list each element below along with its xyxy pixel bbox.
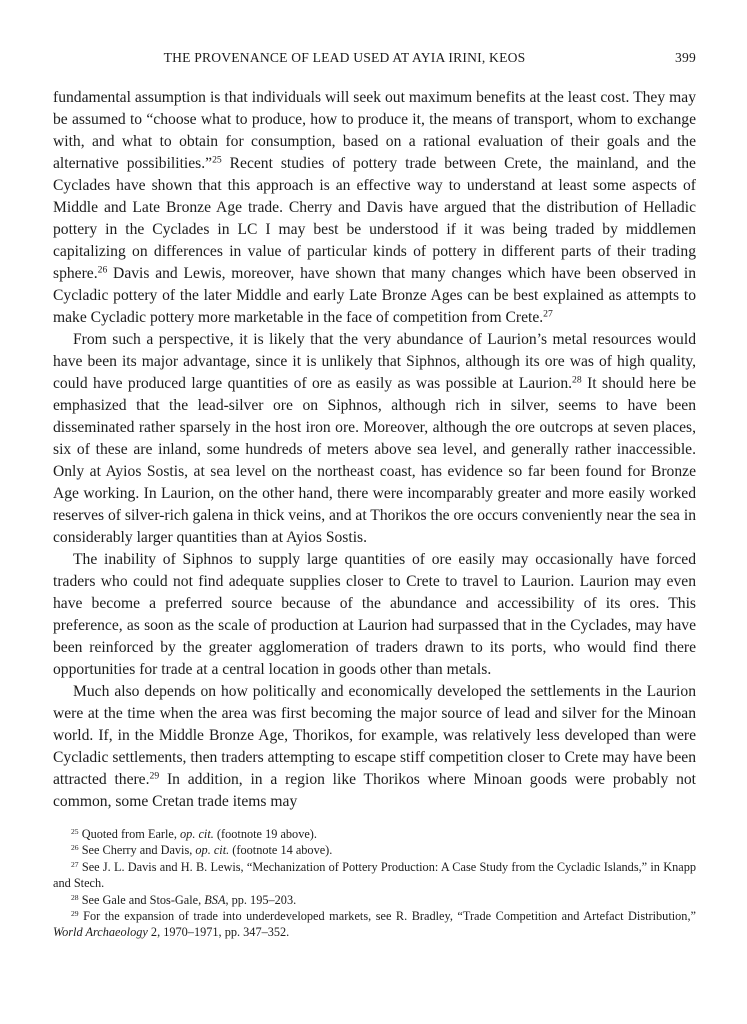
footnote-28: $^{28}$ See Gale and Stos-Gale, BSA, pp. 195–203. — [71, 892, 297, 907]
footnote-number: 29 — [71, 908, 79, 918]
paragraph-4: Much also depends on how politically and economically developed the settlements in the Laurion were at the time when the area was first becoming the major source of lead and silver for the Minoan world. If, in the Middle Bronze Age, Thorikos, for example, was relatively less developed than were Cycladic settlements, then traders attempting to escape stiff competition closer to Crete may have been attracted there.$^{29}$ In addition, in a region like Thorikos where Minoan goods were probably not common, some Cretan trade items may — [53, 683, 697, 810]
footnote-27: $^{27}$ See J. L. Davis and H. B. Lewis, “Mechanization of Pottery Production: A Case Study from the Cycladic Islands,” in Knapp and Stech. — [53, 859, 696, 891]
footnote-number: 26 — [71, 843, 79, 853]
footnote-number: 27 — [71, 859, 79, 869]
footnote-26: $^{26}$ See Cherry and Davis, op. cit. (footnote 14 above). — [71, 843, 333, 858]
paragraph-2: From such a perspective, it is likely that the very abundance of Laurion’s metal resources would have been its major advantage, since it is unlikely that Siphnos, although its ore was of high quality, could have produced large quantities of ore as easily as was possible at Laurion.$^{28}$ It should here be emphasized that the lead-silver ore on Siphnos, although rich in silver, seems to have been disseminated rather sparsely in the host iron ore. Moreover, although the ore outcrops at seven places, six of these are inland, some hundreds of meters above sea level, and generally rather inaccessible. Only at Ayios Sostis, at sea level on the northeast coast, has evidence so far been found for Bronze Age working. In Laurion, on the other hand, there were incomparably greater and more easily worked reserves of silver-rich galena in thick veins, and at Thorikos the ore occurs conveniently near the sea in considerably larger quantities than at Ayios Sostis. — [53, 331, 696, 546]
footnote-25: $^{25}$ Quoted from Earle, op. cit. (footnote 19 above). — [71, 826, 317, 841]
footnote-29: $^{29}$ For the expansion of trade into underdeveloped markets, see R. Bradley, “Trade Competition and Artefact Distribution,” World Archaeology 2, 1970–1971, pp. 347–352. — [53, 908, 696, 940]
footnote-number: 25 — [71, 826, 79, 836]
paragraph-3: The inability of Siphnos to supply large quantities of ore easily may occasionally have forced traders who could not find adequate supplies closer to Crete to travel to Laurion. Laurion may even have become a preferred source because of the abundance and accessibility of its ores. This preference, as soon as the scale of production at Laurion had surpassed that in the Cyclades, may have been reinforced by the greater agglomeration of traders drawn to its ports, who would find there opportunities for trade at a central location in goods other than metals. — [53, 551, 696, 678]
running-header — [53, 50, 696, 72]
footnote-number: 28 — [71, 892, 79, 902]
footnote-ref-25[interactable]: 25 — [212, 154, 222, 166]
page-number: 399 — [675, 50, 696, 65]
footnote-ref-26[interactable]: 26 — [97, 264, 108, 276]
footnote-ref-29[interactable]: 29 — [149, 770, 160, 782]
main-text — [53, 87, 696, 813]
footnote-ref-27[interactable]: 27 — [543, 308, 553, 320]
paragraph-1: fundamental assumption is that individuals will seek out maximum benefits at the least cost. They may be assumed to “choose what to produce, how to produce it, the means of transport, whom to exchange with, and what to obtain for consumption, based on a rational evaluation of their goals and the alternative possibilities.”$^{25}$ Recent studies of pottery trade between Crete, the mainland, and the Cyclades have shown that this approach is an effective way to understand at least some aspects of Middle and Late Bronze Age trade. Cherry and Davis have argued that the distribution of Helladic pottery in the Cyclades in LC I may best be understood if it was being traded by middlemen capitalizing on differences in value of particular kinds of pottery in different parts of their trading sphere.$^{26}$ Davis and Lewis, moreover, have shown that many changes which have been observed in Cycladic pottery of the later Middle and early Late Bronze Ages can be best explained as attempts to make Cycladic pottery more marketable in the face of competition from Crete.$^{27}$ — [53, 89, 696, 326]
running-title: THE PROVENANCE OF LEAD USED AT AYIA IRINI, KEOS — [163, 50, 526, 65]
footnote-ref-28[interactable]: 28 — [572, 374, 582, 386]
footnotes — [53, 826, 696, 941]
